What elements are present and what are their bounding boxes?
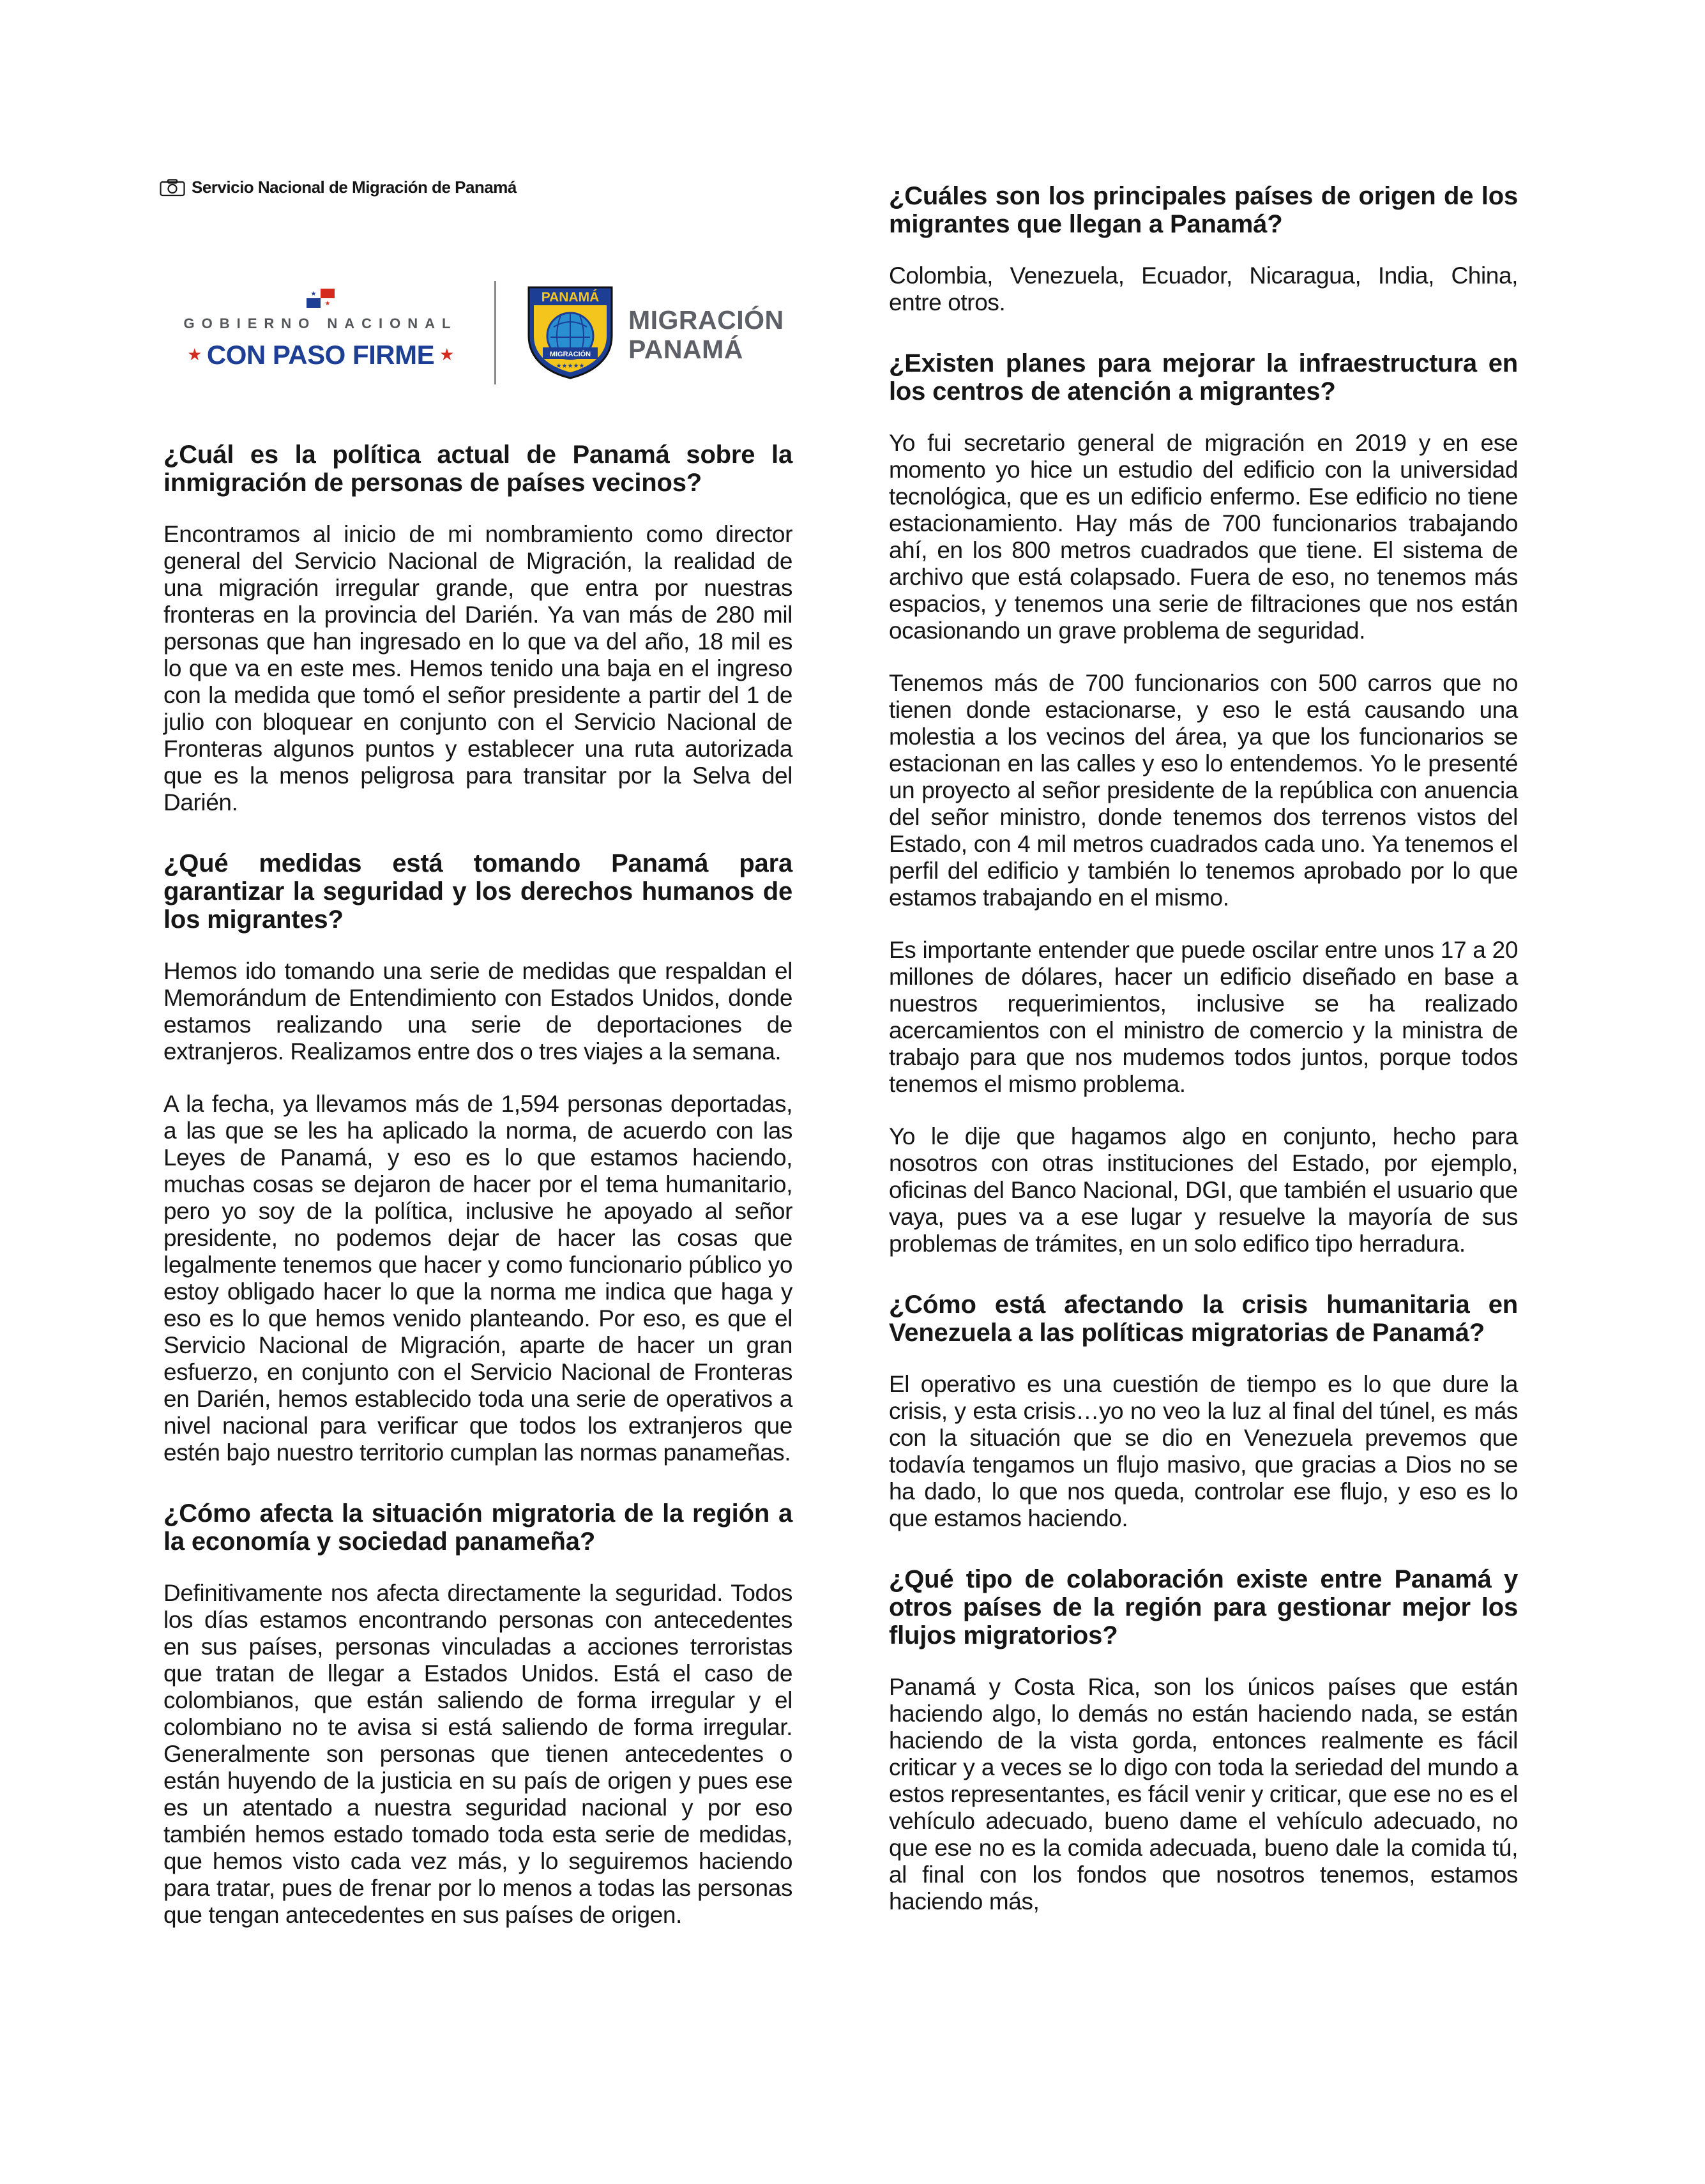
shield-bottom-text: MIGRACIÓN	[549, 351, 591, 358]
left-column	[163, 441, 792, 1929]
question-heading: ¿Cómo está afectando la crisis humanitaria en Venezuela a las políticas migratorias de Panamá?	[889, 1291, 1518, 1347]
logo-divider	[494, 281, 496, 384]
question-heading: ¿Qué tipo de colaboración existe entre Panamá y otros países de la región para gestionar mejor los flujos migratorios?	[889, 1565, 1518, 1649]
question-heading: ¿Qué medidas está tomando Panamá para garantizar la seguridad y los derechos humanos de los migrantes?	[163, 849, 792, 934]
answer-paragraph: Hemos ido tomando una serie de medidas que respaldan el Memorándum de Entendimiento con Estados Unidos, donde estamos realizando una serie de deportaciones de extranjeros. Realizamos entre dos o tres viajes a la semana.	[163, 958, 792, 1065]
answer-paragraph: Yo le dije que hagamos algo en conjunto, hecho para nosotros con otras instituciones del Estado, por ejemplo, oficinas del Banco Nacional, DGI, que también el usuario que vaya, pues va a ese lugar y resuelve la mayoría de sus problemas de trámites, en un solo edifico tipo herradura.	[889, 1123, 1518, 1257]
right-column	[889, 182, 1518, 1915]
panama-flag-icon	[307, 289, 335, 308]
question-heading: ¿Cuáles son los principales países de origen de los migrantes que llegan a Panamá?	[889, 182, 1518, 238]
answer-paragraph: A la fecha, ya llevamos más de 1,594 personas deportadas, a las que se les ha aplicado la norma, de acuerdo con las Leyes de Panamá, y eso es lo que estamos haciendo, muchas cosas se dejaron de hacer por el tema humanitario, pero yo soy de la política, inclusive he apoyado al señor presidente, no podemos dejar de hacer las cosas que legalmente tenemos que hacer y como funcionario público yo estoy obligado hacer lo que la norma me indica que haga y eso es lo que hemos venido planteando. Por eso, es que el Servicio Nacional de Migración, aparte de hacer un gran esfuerzo, en conjunto con el Servicio Nacional de Fronteras en Darién, hemos establecido toda una serie de operativos a nivel nacional para verificar que todos los extranjeros que estén bajo nuestro territorio cumplan las normas panameñas.	[163, 1091, 792, 1466]
migracion-shield-icon	[525, 284, 616, 381]
question-heading: ¿Cuál es la política actual de Panamá sobre la inmigración de personas de países vecinos?	[163, 441, 792, 497]
svg-text:★★★★★: ★★★★★	[556, 363, 585, 370]
answer-paragraph: Es importante entender que puede oscilar entre unos 17 a 20 millones de dólares, hacer un edificio diseñado en base a nuestros requerimientos, inclusive se ha realizado acercamientos con el ministro de comercio y la ministra de trabajo para que nos mudemos todos juntos, porque todos tenemos el mismo problema.	[889, 937, 1518, 1097]
migracion-line2: PANAMÁ	[628, 335, 743, 364]
migracion-panama-wordmark	[628, 305, 784, 364]
answer-paragraph: Colombia, Venezuela, Ecuador, Nicaragua, India, China, entre otros.	[889, 262, 1518, 315]
answer-paragraph: Encontramos al inicio de mi nombramiento como director general del Servicio Nacional de Migración, la realidad de una migración irregular grande, que entra por nuestras fronteras en la provincia del Darién. Ya van más de 280 mil personas que han ingresado en lo que va del año, 18 mil es lo que va en este mes. Hemos tenido una baja en el ingreso con la medida que tomó el señor presidente a partir del 1 de julio con bloquear en conjunto con el Servicio Nacional de Fronteras algunos puntos y establecer una ruta autorizada que es la menos peligrosa para transitar por la Selva del Darién.	[163, 521, 792, 815]
gobierno-line2: ★ CON PASO FIRME ★	[187, 340, 454, 370]
answer-paragraph: Tenemos más de 700 funcionarios con 500 carros que no tienen donde estacionarse, y eso le está causando una molestia a los vecinos del área, ya que los funcionarios se estacionan en las calles y eso lo entendemos. Yo le presenté un proyecto al señor presidente de la república con anuencia del señor ministro, donde tenemos dos terrenos vistos del Estado, con 4 mil metros cuadrados cada uno. Ya tenemos el perfil del edificio y también lo tenemos aprobado por lo que estamos trabajando en el mismo.	[889, 670, 1518, 911]
svg-text:★: ★	[310, 291, 317, 298]
camera-icon	[160, 179, 185, 197]
photo-credit	[160, 178, 517, 197]
header-logos	[174, 281, 787, 390]
answer-paragraph: Definitivamente nos afecta directamente la seguridad. Todos los días estamos encontrando personas con antecedentes en sus países, personas vinculadas a acciones terroristas que tratan de llegar a Estados Unidos. Está el caso de colombianos, que están saliendo de forma irregular y el colombiano no te avisa si está saliendo de forma irregular. Generalmente son personas que tienen antecedentes o están huyendo de la justicia en su país de origen y pues ese es un atentado a nuestra seguridad nacional y por eso también hemos estado tomado toda esta serie de medidas, que hemos visto cada vez más, y lo seguiremos haciendo para tratar, pues de frenar por lo menos a todas las personas que tengan antecedentes en sus países de origen.	[163, 1580, 792, 1928]
svg-text:★: ★	[324, 300, 331, 307]
shield-top-text: PANAMÁ	[541, 290, 600, 305]
photo-credit-text: Servicio Nacional de Migración de Panamá	[192, 178, 517, 197]
gobierno-line1: GOBIERNO NACIONAL	[183, 315, 458, 331]
gobierno-nacional-logo	[174, 289, 467, 370]
question-heading: ¿Cómo afecta la situación migratoria de la región a la economía y sociedad panameña?	[163, 1499, 792, 1556]
answer-paragraph: El operativo es una cuestión de tiempo es lo que dure la crisis, y esta crisis…yo no veo la luz al final del túnel, es más con la situación que se dio en Venezuela prevemos que todavía tengamos un flujo masivo, que gracias a Dios no se ha dado, lo que nos queda, controlar ese flujo, y eso es lo que estamos haciendo.	[889, 1371, 1518, 1531]
migracion-line1: MIGRACIÓN	[628, 305, 784, 335]
star-icon: ★	[439, 345, 454, 364]
star-icon: ★	[187, 345, 202, 364]
answer-paragraph: Panamá y Costa Rica, son los únicos países que están haciendo algo, lo demás no están haciendo nada, se están haciendo de la vista gorda, entonces realmente es fácil criticar y a veces se lo digo con toda la seriedad del mundo a estos representantes, es fácil venir y criticar, que ese no es el vehículo adecuado, bueno dame el vehículo adecuado, no que ese no es la comida adecuada, bueno dale la comida tú, al final con los fondos que nosotros tenemos, estamos haciendo más,	[889, 1674, 1518, 1915]
question-heading: ¿Existen planes para mejorar la infraestructura en los centros de atención a migrantes?	[889, 349, 1518, 406]
answer-paragraph: Yo fui secretario general de migración en 2019 y en ese momento yo hice un estudio del edificio con la universidad tecnológica, que es un edificio enfermo. Ese edificio no tiene estacionamiento. Hay más de 700 funcionarios trabajando ahí, en los 800 metros cuadrados que tiene. El sistema de archivo que está colapsado. Fuera de eso, no tenemos más espacios, y tenemos una serie de filtraciones que nos están ocasionando un grave problema de seguridad.	[889, 430, 1518, 644]
